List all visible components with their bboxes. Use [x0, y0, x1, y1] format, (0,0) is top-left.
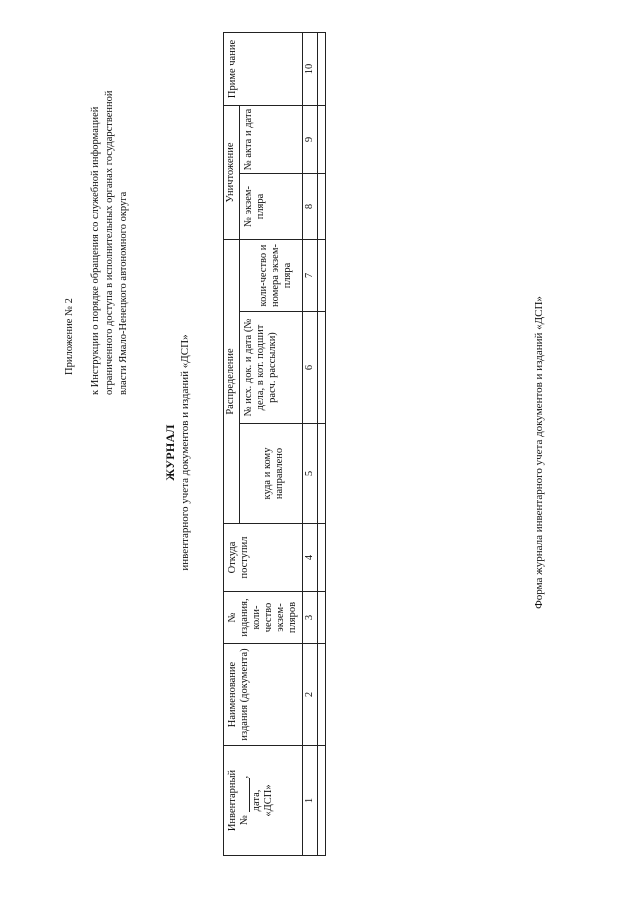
appendix-text: к Инструкции о порядке обращения со служебной информацией ограниченного доступа в исполнительных органах государственной власти Ямало-Ненецкого автономного округа [90, 90, 129, 395]
journal-table [223, 32, 326, 856]
header-outgoing-doc: № исх. док. и дата (№ дела, в кот. подшит расч. рассылки) [240, 312, 303, 424]
header-note: Приме чание [224, 32, 303, 105]
header-source: Откуда поступил [224, 524, 303, 592]
header-edition-number: № издания, коли-чество экзем-пляров [224, 592, 303, 644]
journal-subtitle: инвентарного учета документов и изданий «ДСП» [179, 334, 191, 571]
header-act-number: № акта и дата [240, 105, 303, 173]
col-number: 2 [303, 644, 318, 746]
col-number: 9 [303, 105, 318, 173]
appendix-block [63, 65, 131, 395]
header-destruction: Уничтожение [224, 105, 240, 239]
header-copy-number: № экзем-пляра [240, 173, 303, 239]
header-row-1 [224, 32, 240, 855]
column-numbers-row [303, 32, 318, 855]
col-number: 1 [303, 746, 318, 856]
header-distribution: Распределение [224, 239, 240, 523]
journal-title: ЖУРНАЛ [163, 424, 177, 481]
col-number: 4 [303, 524, 318, 592]
col-number: 5 [303, 424, 318, 524]
col-number: 8 [303, 173, 318, 239]
col-number: 10 [303, 32, 318, 105]
col-number: 6 [303, 312, 318, 424]
header-copies-count: коли-чество и номера экзем-пляра [240, 239, 303, 311]
empty-row [318, 32, 326, 855]
header-destination: куда и кому направлено [240, 424, 303, 524]
inventory-blank-line [239, 778, 250, 812]
header-name: Наименование издания (документа) [224, 644, 303, 746]
header-inventory: Инвентарный № , дата, «ДСП» [224, 746, 303, 856]
form-caption: Форма журнала инвентарного учета документов и изданий «ДСП» [533, 296, 545, 609]
col-number: 3 [303, 592, 318, 644]
appendix-number: Приложение № 2 [64, 298, 75, 375]
col-number: 7 [303, 239, 318, 311]
